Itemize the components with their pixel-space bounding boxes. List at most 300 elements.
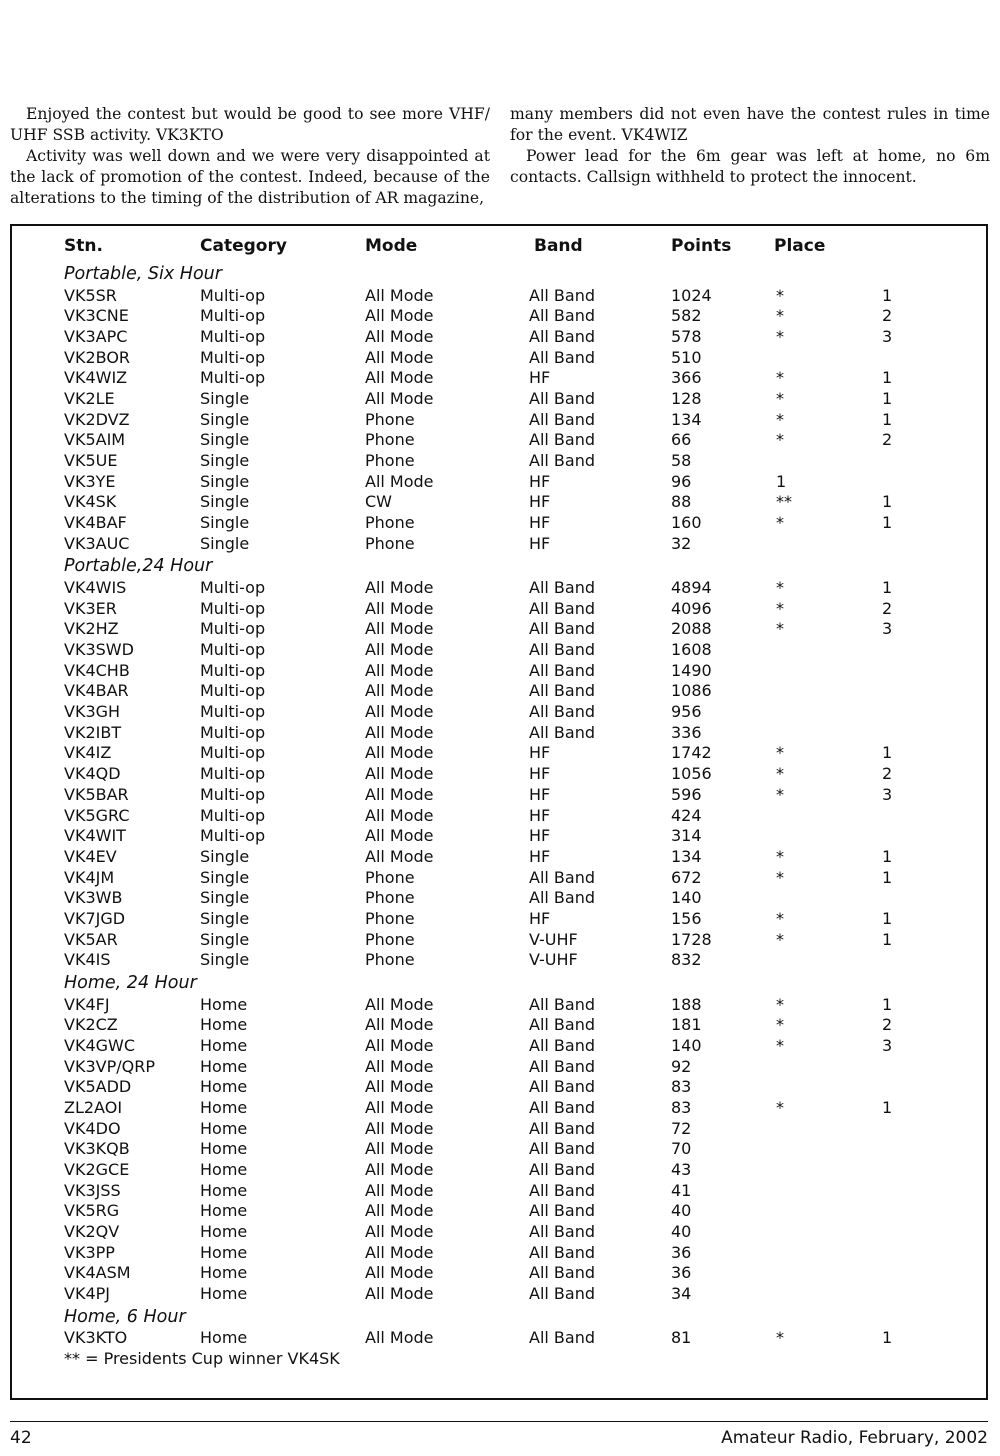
- cell-place-mark: *: [776, 598, 784, 618]
- cell-place-rank: 1: [882, 908, 893, 928]
- intro-column-left: [10, 104, 490, 212]
- cell-category: Single: [200, 492, 250, 512]
- cell-band: All Band: [529, 994, 595, 1014]
- cell-place-rank: 1: [882, 994, 893, 1014]
- cell-points: 832: [671, 950, 702, 970]
- table-row: [12, 599, 986, 620]
- cell-place-mark: *: [776, 326, 784, 346]
- table-row: [12, 1119, 986, 1140]
- cell-points: 1024: [671, 285, 712, 305]
- cell-points: 128: [671, 388, 702, 408]
- cell-stn: VK2GCE: [64, 1160, 130, 1179]
- cell-category: Multi-op: [200, 306, 266, 326]
- cell-points: 582: [671, 306, 702, 326]
- cell-place-rank: 2: [882, 764, 893, 784]
- cell-stn: VK2QV: [64, 1222, 120, 1242]
- cell-mode: All Mode: [365, 743, 434, 763]
- cell-points: 36: [671, 1263, 692, 1283]
- cell-mode: Phone: [365, 409, 415, 429]
- cell-band: All Band: [529, 1015, 595, 1035]
- table-row: [12, 806, 986, 827]
- cell-band: All Band: [529, 619, 595, 639]
- cell-place-mark: *: [776, 306, 784, 326]
- cell-mode: Phone: [365, 888, 415, 908]
- cell-points: 181: [671, 1015, 702, 1035]
- cell-points: 672: [671, 867, 702, 887]
- cell-category: Home: [200, 1035, 248, 1055]
- cell-place-mark: *: [776, 368, 784, 388]
- cell-mode: All Mode: [365, 1035, 434, 1055]
- cell-band: All Band: [529, 1328, 595, 1348]
- cell-stn: VK2CZ: [64, 1015, 118, 1035]
- cell-band: HF: [529, 826, 551, 846]
- cell-points: 40: [671, 1201, 692, 1221]
- cell-place-mark: *: [776, 908, 784, 928]
- cell-category: Home: [200, 1242, 248, 1262]
- cell-stn: VK3KQB: [64, 1139, 130, 1159]
- cell-category: Multi-op: [200, 743, 266, 763]
- cell-stn: VK4QD: [64, 764, 121, 784]
- cell-points: 134: [671, 409, 702, 429]
- intro-column-right: [510, 104, 990, 212]
- cell-place-mark: *: [776, 409, 784, 429]
- cell-place-mark: *: [776, 784, 784, 804]
- cell-place-mark: *: [776, 619, 784, 639]
- table-row: [12, 492, 986, 513]
- section-title: Home, 24 Hour: [64, 973, 197, 993]
- cell-category: Home: [200, 1222, 248, 1242]
- cell-band: All Band: [529, 660, 595, 680]
- cell-points: 96: [671, 471, 692, 491]
- cell-stn: VK4PJ: [64, 1284, 110, 1304]
- cell-place-rank: 1: [882, 492, 893, 512]
- table-row: [12, 826, 986, 847]
- cell-stn: VK2IBT: [64, 722, 122, 742]
- cell-mode: All Mode: [365, 285, 434, 305]
- cell-place-mark: **: [776, 492, 792, 512]
- cell-category: Home: [200, 1097, 248, 1117]
- cell-band: All Band: [529, 577, 595, 597]
- cell-stn: VK3ER: [64, 598, 117, 618]
- cell-place-mark: *: [776, 994, 784, 1014]
- cell-stn: VK3APC: [64, 326, 128, 346]
- cell-place-rank: 3: [882, 1035, 893, 1055]
- table-row: [12, 640, 986, 661]
- cell-band: HF: [529, 764, 551, 784]
- cell-band: All Band: [529, 681, 595, 701]
- cell-place-rank: 1: [882, 368, 893, 388]
- cell-band: All Band: [529, 347, 595, 367]
- cell-place-mark: *: [776, 1035, 784, 1055]
- table-row: [12, 1222, 986, 1243]
- cell-band: All Band: [529, 1056, 595, 1076]
- table-row: [12, 327, 986, 348]
- cell-category: Home: [200, 1328, 248, 1348]
- cell-category: Multi-op: [200, 285, 266, 305]
- cell-mode: All Mode: [365, 1284, 434, 1304]
- running-head: Amateur Radio, February, 2002: [721, 1428, 988, 1448]
- footnote: ** = Presidents Cup winner VK4SK: [64, 1349, 340, 1368]
- cell-stn: VK4FJ: [64, 994, 110, 1014]
- cell-band: HF: [529, 805, 551, 825]
- cell-stn: VK3JSS: [64, 1180, 121, 1200]
- cell-category: Multi-op: [200, 598, 266, 618]
- cell-band: HF: [529, 846, 551, 866]
- table-row: [12, 1263, 986, 1284]
- cell-place-rank: 1: [882, 388, 893, 408]
- cell-mode: All Mode: [365, 1139, 434, 1159]
- cell-points: 2088: [671, 619, 712, 639]
- cell-points: 140: [671, 1035, 702, 1055]
- cell-category: Multi-op: [200, 702, 266, 722]
- table-row: [12, 950, 986, 971]
- cell-band: All Band: [529, 1035, 595, 1055]
- cell-band: All Band: [529, 1180, 595, 1200]
- cell-place-rank: 1: [882, 285, 893, 305]
- cell-category: Single: [200, 388, 250, 408]
- table-row: [12, 681, 986, 702]
- cell-mode: Phone: [365, 867, 415, 887]
- cell-points: 596: [671, 784, 702, 804]
- cell-category: Home: [200, 1180, 248, 1200]
- cell-mode: All Mode: [365, 681, 434, 701]
- table-row: [12, 1160, 986, 1181]
- cell-stn: VK3VP/QRP: [64, 1056, 155, 1076]
- cell-mode: All Mode: [365, 1242, 434, 1262]
- table-row: [12, 1098, 986, 1119]
- cell-points: 1490: [671, 660, 712, 680]
- cell-place-mark: *: [776, 846, 784, 866]
- cell-stn: VK4GWC: [64, 1035, 136, 1055]
- cell-mode: All Mode: [365, 660, 434, 680]
- cell-points: 1742: [671, 743, 712, 763]
- cell-stn: VK4DO: [64, 1118, 121, 1138]
- cell-points: 188: [671, 994, 702, 1014]
- cell-band: All Band: [529, 306, 595, 326]
- cell-points: 366: [671, 368, 702, 388]
- cell-place-rank: 1: [882, 846, 893, 866]
- cell-mode: All Mode: [365, 764, 434, 784]
- section-title-row: [12, 1305, 986, 1329]
- cell-stn: VK3CNE: [64, 306, 129, 326]
- section-title: Portable,24 Hour: [64, 556, 213, 577]
- cell-place-rank: 2: [882, 306, 893, 326]
- cell-stn: VK4ASM: [64, 1263, 131, 1283]
- cell-mode: All Mode: [365, 994, 434, 1014]
- cell-stn: VK2LE: [64, 388, 115, 408]
- cell-band: HF: [529, 784, 551, 804]
- cell-mode: All Mode: [365, 598, 434, 618]
- cell-band: All Band: [529, 326, 595, 346]
- cell-place-rank: 3: [882, 619, 893, 639]
- cell-points: 424: [671, 805, 702, 825]
- cell-place-rank: 1: [882, 1097, 893, 1117]
- cell-category: Single: [200, 908, 250, 928]
- cell-band: HF: [529, 368, 551, 388]
- cell-band: HF: [529, 513, 551, 533]
- cell-category: Multi-op: [200, 784, 266, 804]
- table-row: [12, 847, 986, 868]
- cell-mode: All Mode: [365, 1160, 434, 1179]
- cell-stn: VK4IS: [64, 950, 111, 970]
- cell-band: V-UHF: [529, 950, 578, 970]
- cell-stn: VK4IZ: [64, 743, 112, 763]
- cell-points: 92: [671, 1056, 692, 1076]
- cell-stn: VK3YE: [64, 471, 116, 491]
- cell-mode: All Mode: [365, 619, 434, 639]
- table-row: [12, 430, 986, 451]
- cell-category: Single: [200, 888, 250, 908]
- cell-band: All Band: [529, 451, 595, 470]
- cell-category: Single: [200, 471, 250, 491]
- cell-mode: All Mode: [365, 1201, 434, 1221]
- table-row: [12, 764, 986, 785]
- cell-points: 83: [671, 1077, 692, 1097]
- cell-stn: VK3WB: [64, 888, 123, 908]
- cell-points: 140: [671, 888, 702, 908]
- cell-mode: All Mode: [365, 306, 434, 326]
- cell-band: All Band: [529, 1242, 595, 1262]
- cell-stn: VK5SR: [64, 285, 117, 305]
- cell-place-rank: 1: [882, 867, 893, 887]
- intro-paragraph: Power lead for the 6m gear was left at home, no 6m contacts. Callsign withheld to protect the innocent.: [510, 147, 990, 186]
- cell-category: Multi-op: [200, 826, 266, 846]
- cell-points: 336: [671, 722, 702, 742]
- section-title-row: [12, 554, 986, 578]
- cell-points: 314: [671, 826, 702, 846]
- cell-mode: All Mode: [365, 1180, 434, 1200]
- table-row: [12, 785, 986, 806]
- cell-category: Single: [200, 929, 250, 949]
- table-row: [12, 578, 986, 599]
- cell-stn: VK5ADD: [64, 1077, 132, 1097]
- section-title-row: [12, 262, 986, 286]
- cell-category: Multi-op: [200, 681, 266, 701]
- cell-mode: All Mode: [365, 1222, 434, 1242]
- cell-place-rank: 3: [882, 784, 893, 804]
- table-row: [12, 348, 986, 369]
- cell-band: All Band: [529, 1284, 595, 1304]
- table-row: [12, 286, 986, 307]
- cell-category: Multi-op: [200, 805, 266, 825]
- cell-band: All Band: [529, 1077, 595, 1097]
- cell-band: All Band: [529, 888, 595, 908]
- cell-stn: ZL2AOI: [64, 1097, 123, 1117]
- header-band: Band: [534, 236, 583, 256]
- table-row: [12, 1181, 986, 1202]
- cell-category: Single: [200, 867, 250, 887]
- intro-text: [10, 104, 990, 212]
- cell-band: All Band: [529, 409, 595, 429]
- header-category: Category: [200, 236, 287, 256]
- cell-points: 160: [671, 513, 702, 533]
- cell-band: All Band: [529, 388, 595, 408]
- cell-points: 36: [671, 1242, 692, 1262]
- cell-stn: VK4BAF: [64, 513, 127, 533]
- cell-place-rank: 3: [882, 326, 893, 346]
- cell-category: Multi-op: [200, 326, 266, 346]
- table-row: [12, 743, 986, 764]
- cell-category: Single: [200, 846, 250, 866]
- cell-stn: VK4EV: [64, 846, 117, 866]
- cell-stn: VK3KTO: [64, 1328, 128, 1348]
- cell-stn: VK4WIT: [64, 826, 126, 846]
- table-row: [12, 930, 986, 951]
- cell-stn: VK3SWD: [64, 640, 134, 659]
- cell-category: Multi-op: [200, 764, 266, 784]
- cell-stn: VK5UE: [64, 451, 118, 470]
- cell-mode: Phone: [365, 513, 415, 533]
- cell-band: All Band: [529, 1263, 595, 1283]
- table-row: [12, 1015, 986, 1036]
- table-row: [12, 1284, 986, 1305]
- cell-place-mark: *: [776, 388, 784, 408]
- cell-category: Home: [200, 1056, 248, 1076]
- table-header: [12, 236, 986, 262]
- cell-points: 40: [671, 1222, 692, 1242]
- cell-points: 4894: [671, 577, 712, 597]
- cell-place-rank: 2: [882, 598, 893, 618]
- cell-mode: All Mode: [365, 1015, 434, 1035]
- table-row: [12, 1139, 986, 1160]
- cell-place-rank: 1: [882, 1328, 893, 1348]
- cell-category: Multi-op: [200, 619, 266, 639]
- cell-points: 1086: [671, 681, 712, 701]
- table-row: [12, 1057, 986, 1078]
- cell-points: 32: [671, 533, 692, 553]
- cell-mode: All Mode: [365, 1328, 434, 1348]
- cell-points: 134: [671, 846, 702, 866]
- cell-stn: VK4JM: [64, 867, 115, 887]
- cell-category: Multi-op: [200, 722, 266, 742]
- cell-mode: Phone: [365, 533, 415, 553]
- cell-points: 1728: [671, 929, 712, 949]
- cell-points: 83: [671, 1097, 692, 1117]
- cell-mode: Phone: [365, 950, 415, 970]
- cell-place-mark: *: [776, 929, 784, 949]
- intro-paragraph: Activity was well down and we were very disappointed at the lack of promotion of the contest. Indeed, because of the alterations to the timing of the distribution of AR magazine,: [10, 147, 490, 207]
- cell-mode: CW: [365, 492, 392, 512]
- cell-category: Home: [200, 1139, 248, 1159]
- table-row: [12, 909, 986, 930]
- cell-stn: VK5AR: [64, 929, 118, 949]
- cell-points: 81: [671, 1328, 692, 1348]
- page-number: 42: [10, 1428, 32, 1448]
- cell-category: Home: [200, 1015, 248, 1035]
- cell-stn: VK4WIZ: [64, 368, 128, 388]
- cell-mode: All Mode: [365, 846, 434, 866]
- cell-band: All Band: [529, 285, 595, 305]
- cell-category: Multi-op: [200, 347, 266, 367]
- cell-mode: Phone: [365, 908, 415, 928]
- table-row: [12, 1077, 986, 1098]
- cell-stn: VK5GRC: [64, 805, 130, 825]
- cell-stn: VK2HZ: [64, 619, 119, 639]
- cell-place-rank: 2: [882, 1015, 893, 1035]
- cell-place-mark: *: [776, 285, 784, 305]
- cell-mode: All Mode: [365, 1077, 434, 1097]
- section-title-row: [12, 971, 986, 995]
- cell-stn: VK3AUC: [64, 533, 130, 553]
- cell-stn: VK3GH: [64, 702, 121, 722]
- cell-mode: All Mode: [365, 347, 434, 367]
- cell-band: HF: [529, 908, 551, 928]
- cell-mode: All Mode: [365, 1263, 434, 1283]
- table-row: [12, 472, 986, 493]
- cell-band: HF: [529, 471, 551, 491]
- cell-mode: Phone: [365, 451, 415, 470]
- cell-category: Multi-op: [200, 577, 266, 597]
- cell-points: 72: [671, 1118, 692, 1138]
- table-row: [12, 661, 986, 682]
- cell-band: All Band: [529, 702, 595, 722]
- cell-mode: All Mode: [365, 702, 434, 722]
- table-row: [12, 702, 986, 723]
- cell-mode: All Mode: [365, 784, 434, 804]
- cell-category: Home: [200, 994, 248, 1014]
- table-row: [12, 410, 986, 431]
- cell-mode: All Mode: [365, 805, 434, 825]
- cell-category: Single: [200, 409, 250, 429]
- cell-category: Single: [200, 451, 250, 470]
- cell-place-mark: *: [776, 743, 784, 763]
- cell-category: Home: [200, 1077, 248, 1097]
- cell-stn: VK4CHB: [64, 660, 130, 680]
- cell-points: 510: [671, 347, 702, 367]
- cell-points: 4096: [671, 598, 712, 618]
- cell-points: 34: [671, 1284, 692, 1304]
- cell-place-mark: *: [776, 430, 784, 450]
- cell-place-rank: 2: [882, 430, 893, 450]
- cell-mode: All Mode: [365, 1097, 434, 1117]
- table-row: [12, 534, 986, 555]
- cell-points: 70: [671, 1139, 692, 1159]
- cell-place-mark: *: [776, 1328, 784, 1348]
- table-row: [12, 723, 986, 744]
- cell-points: 88: [671, 492, 692, 512]
- cell-category: Home: [200, 1284, 248, 1304]
- cell-place-rank: 1: [882, 577, 893, 597]
- table-row: [12, 306, 986, 327]
- cell-band: All Band: [529, 598, 595, 618]
- table-row: [12, 389, 986, 410]
- cell-band: All Band: [529, 722, 595, 742]
- cell-category: Home: [200, 1201, 248, 1221]
- cell-points: 1056: [671, 764, 712, 784]
- cell-band: HF: [529, 533, 551, 553]
- cell-band: All Band: [529, 867, 595, 887]
- section-title: Home, 6 Hour: [64, 1306, 186, 1327]
- cell-stn: VK2DVZ: [64, 409, 130, 429]
- cell-category: Multi-op: [200, 368, 266, 388]
- cell-place-rank: 1: [882, 929, 893, 949]
- results-table: [10, 224, 988, 1400]
- cell-points: 578: [671, 326, 702, 346]
- cell-band: All Band: [529, 1201, 595, 1221]
- cell-stn: VK3PP: [64, 1242, 115, 1262]
- table-row: [12, 868, 986, 889]
- cell-band: All Band: [529, 1118, 595, 1138]
- intro-paragraph: Enjoyed the contest but would be good to see more VHF/ UHF SSB activity. VK3KTO: [10, 105, 490, 144]
- section-title: Portable, Six Hour: [64, 264, 222, 284]
- header-stn: Stn.: [64, 236, 103, 256]
- cell-place-mark: *: [776, 1097, 784, 1117]
- cell-mode: All Mode: [365, 388, 434, 408]
- cell-stn: VK7JGD: [64, 908, 126, 928]
- cell-band: V-UHF: [529, 929, 578, 949]
- cell-points: 156: [671, 908, 702, 928]
- cell-place-mark: 1: [776, 471, 787, 491]
